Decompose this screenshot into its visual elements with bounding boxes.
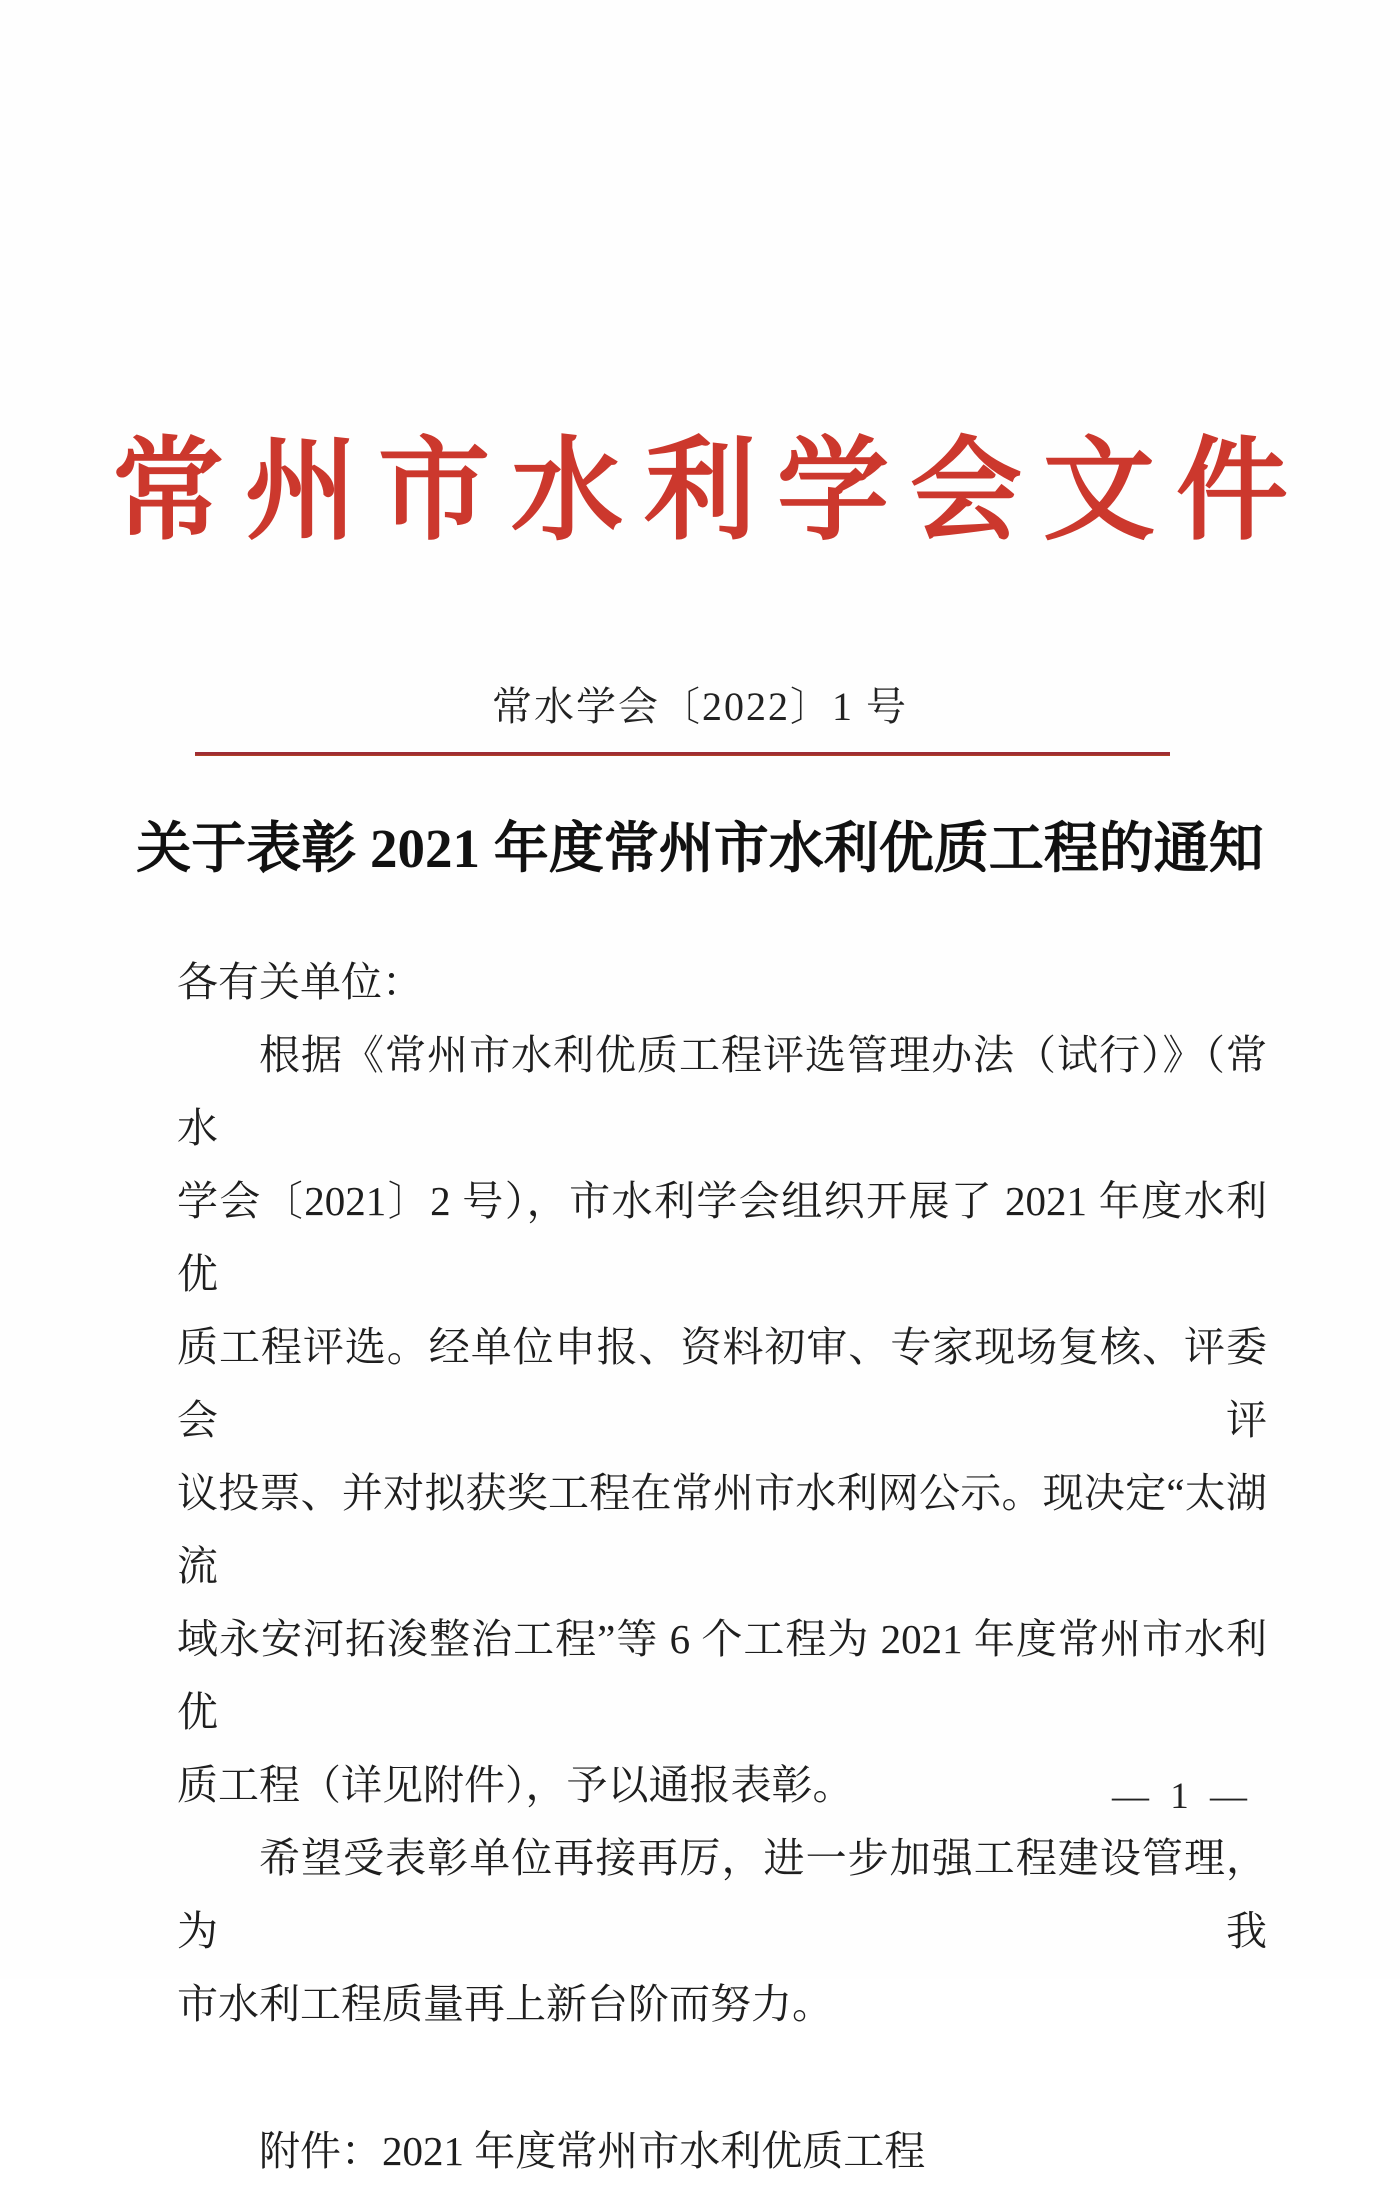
paragraph1-line: 域永安河拓浚整治工程”等 6 个工程为 2021 年度常州市水利优 bbox=[177, 1616, 1267, 1735]
salutation-line: 各有关单位： bbox=[177, 959, 423, 1005]
paragraph1-line: 根据《常州市水利优质工程评选管理办法（试行）》（常水 bbox=[177, 1032, 1267, 1151]
paragraph2-line: 市水利工程质量再上新台阶而努力。 bbox=[177, 1981, 833, 2027]
paragraph1-line: 学会〔2021〕2 号），市水利学会组织开展了 2021 年度水利优 bbox=[177, 1178, 1267, 1297]
notice-body bbox=[177, 946, 1267, 2188]
paragraph1-line: 议投票、并对拟获奖工程在常州市水利网公示。现决定“太湖流 bbox=[177, 1470, 1267, 1589]
letterhead-title: 常州市水利学会文件 bbox=[112, 430, 1309, 554]
red-divider-rule bbox=[195, 752, 1170, 756]
notice-title: 关于表彰 2021 年度常州市水利优质工程的通知 bbox=[136, 818, 1264, 879]
page-number: — 1 — bbox=[1112, 1776, 1253, 1817]
paragraph1-line: 质工程（详见附件），予以通报表彰。 bbox=[177, 1762, 854, 1808]
document-number: 常水学会〔2022〕1 号 bbox=[492, 684, 908, 729]
paragraph1-line: 质工程评选。经单位申报、资料初审、专家现场复核、评委会评 bbox=[177, 1324, 1267, 1443]
attachment-line: 附件：2021 年度常州市水利优质工程 bbox=[259, 2128, 926, 2174]
paragraph2-line: 希望受表彰单位再接再厉，进一步加强工程建设管理，为我 bbox=[177, 1835, 1267, 1954]
